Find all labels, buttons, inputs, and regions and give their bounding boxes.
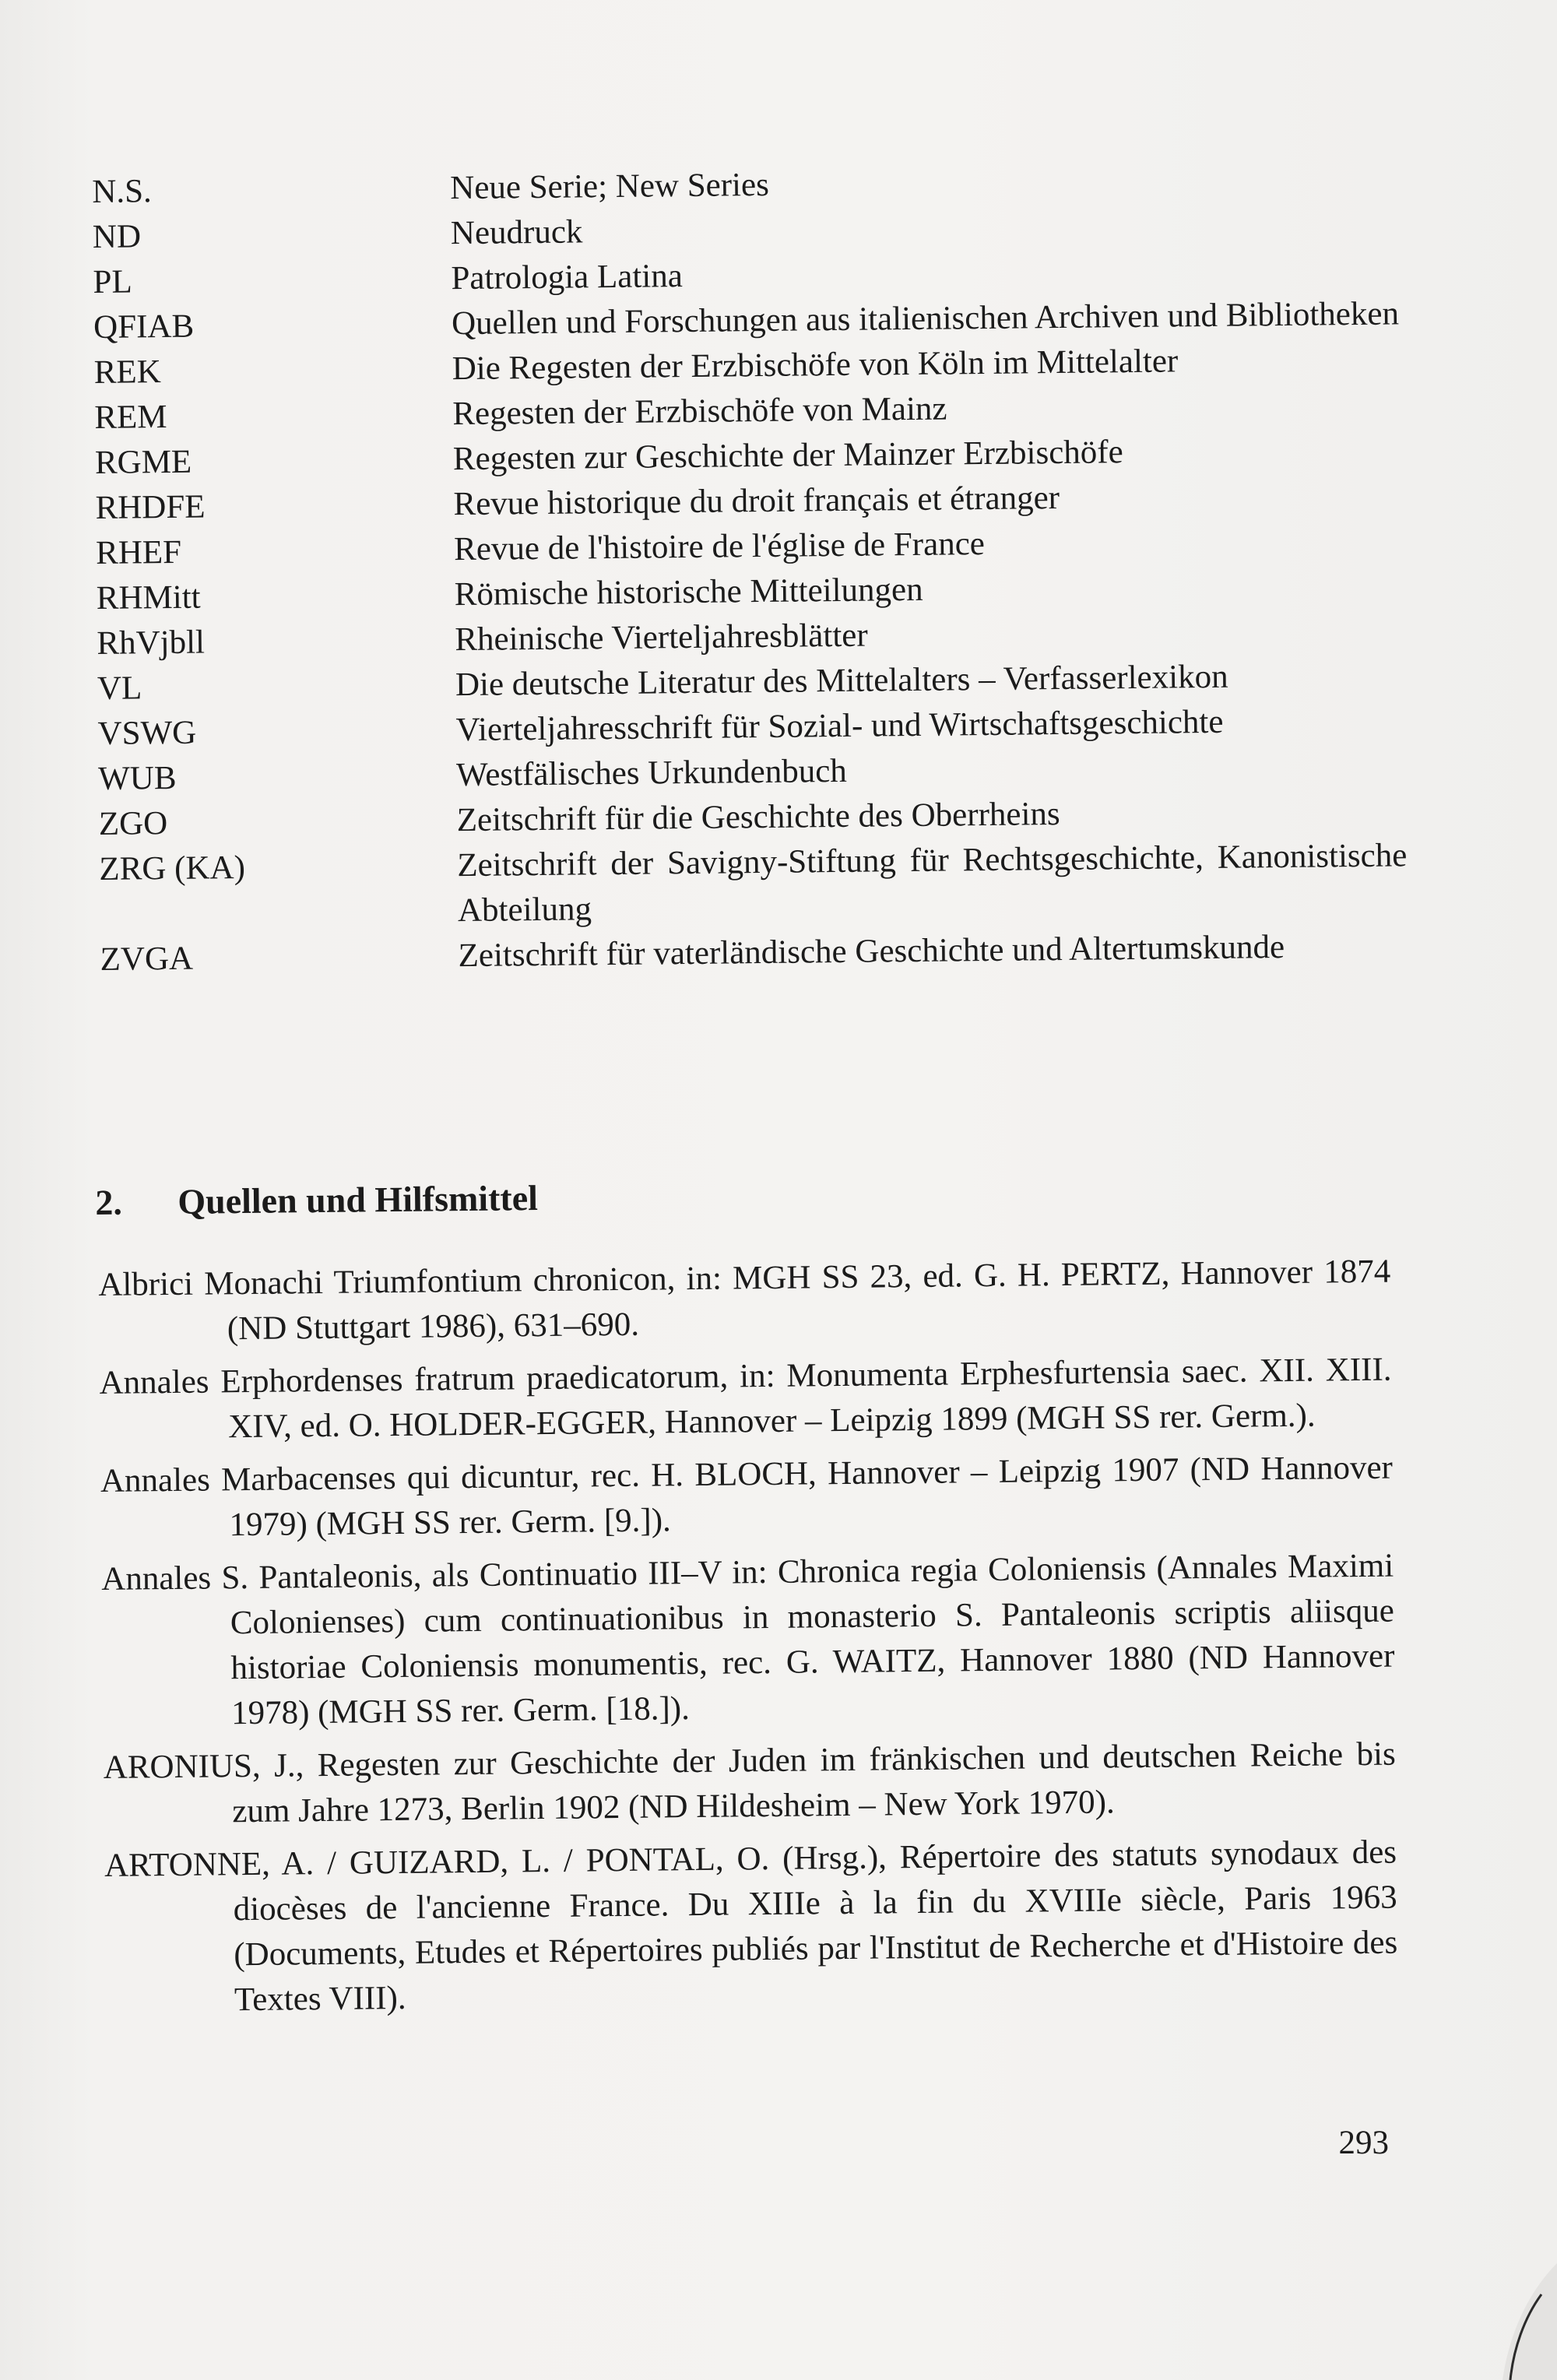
abbreviation-value: Rheinische Vierteljahresblätter	[455, 617, 868, 659]
abbreviation-value: Regesten zur Geschichte der Mainzer Erzbischöfe	[452, 434, 1123, 478]
abbreviation-key: REM	[94, 399, 167, 436]
abbreviation-key: RHEF	[95, 533, 182, 571]
abbreviation-row	[99, 833, 1408, 937]
abbreviation-key: ZVGA	[100, 940, 194, 978]
abbreviation-key: ZRG (KA)	[99, 849, 246, 888]
page-corner-curl	[1487, 2263, 1557, 2380]
abbreviation-key: N.S.	[92, 173, 153, 210]
section-title: Quellen und Hilfsmittel	[177, 1178, 539, 1222]
abbreviation-value: Westfälisches Urkundenbuch	[455, 752, 848, 794]
abbreviation-value: Zeitschrift für vaterländische Geschichte und Altertumskunde	[458, 929, 1285, 975]
abbreviation-key: VL	[97, 670, 142, 707]
abbreviation-value: Revue de l'histoire de l'église de France	[453, 526, 986, 568]
abbreviation-key: RHMitt	[96, 578, 201, 617]
bibliography-entry: Annales S. Pantaleonis, als Continuatio III–V in: Chronica regia Coloniensis (Annales Maximi Colonienses) cum continuationibus in monasterio S. Pantaleonis scriptis aliisque historiae Coloniensis monumentis, rec. G. WAITZ, Hannover 1880 (ND Hannover 1978) (MGH SS rer. Germ. [18.]).	[101, 1547, 1395, 1732]
abbreviation-key: RhVjbll	[97, 624, 206, 662]
bibliography-entry: ARTONNE, A. / GUIZARD, L. / PONTAL, O. (Hrsg.), Répertoire des statuts synodaux des diocèses de l'ancienne France. Du XIIIe à la fin du XVIIIe siècle, Paris 1963 (Documents, Etudes et Répertoires publiés par l'Institut de Recherche et d'Histoire des Textes VIII).	[104, 1833, 1398, 2019]
abbreviation-value: Neue Serie; New Series	[450, 166, 770, 207]
abbreviation-key: RGME	[94, 443, 192, 481]
abbreviation-key: VSWG	[97, 714, 197, 752]
bibliography-list	[98, 1250, 1398, 2032]
abbreviation-key: PL	[93, 263, 132, 301]
abbreviation-value: Römische historische Mitteilungen	[454, 571, 923, 613]
abbreviation-key: ND	[92, 218, 142, 255]
abbreviation-value: Die Regesten der Erzbischöfe von Köln im Mittelalter	[452, 343, 1179, 388]
section-number: 2.	[95, 1182, 123, 1222]
abbreviation-value: Revue historique du droit français et étranger	[453, 480, 1060, 523]
bibliography-entry: Annales Marbacenses qui dicuntur, rec. H. BLOCH, Hannover – Leipzig 1907 (ND Hannover 1979) (MGH SS rer. Germ. [9.]).	[100, 1449, 1394, 1544]
abbreviation-value: Patrologia Latina	[451, 258, 684, 297]
abbreviation-value: Zeitschrift für die Geschichte des Oberrheins	[456, 796, 1060, 839]
bibliography-entry: ARONIUS, J., Regesten zur Geschichte der Juden im fränkischen und deutschen Reiche bis zum Jahre 1273, Berlin 1902 (ND Hildesheim – New York 1970).	[103, 1735, 1396, 1830]
section-heading	[95, 1166, 1341, 1226]
bibliography-entry: Annales Erphordenses fratrum praedicatorum, in: Monumenta Erphesfurtensia saec. XII. XIII. XIV, ed. O. HOLDER-EGGER, Hannover – Leipzig 1899 (MGH SS rer. Germ.).	[99, 1351, 1392, 1446]
abbreviation-key: QFIAB	[93, 308, 195, 346]
abbreviation-key: RHDFE	[95, 488, 206, 526]
abbreviation-value: Neudruck	[450, 213, 583, 252]
bibliography-entry: Albrici Monachi Triumfontium chronicon, in: MGH SS 23, ed. G. H. PERTZ, Hannover 1874 (ND Stuttgart 1986), 631–690.	[98, 1253, 1391, 1348]
abbreviation-key: WUB	[97, 759, 177, 797]
abbreviation-key: REK	[93, 353, 161, 391]
abbreviation-value: Quellen und Forschungen aus italienischen Archiven und Bibliotheken	[451, 295, 1400, 343]
abbreviation-key: ZGO	[98, 805, 168, 842]
abbreviation-value: Regesten der Erzbischöfe von Mainz	[452, 390, 947, 433]
page-number: 293	[1338, 2125, 1389, 2161]
abbreviation-value: Zeitschrift der Savigny-Stiftung für Rechtsgeschichte, Kanonistische Abteilung	[457, 837, 1408, 930]
abbreviation-value: Die deutsche Literatur des Mittelalters – Verfasserlexikon	[455, 658, 1228, 704]
abbreviation-list	[92, 156, 1408, 983]
abbreviation-value: Vierteljahresschrift für Sozial- und Wirtschaftsgeschichte	[455, 703, 1224, 749]
